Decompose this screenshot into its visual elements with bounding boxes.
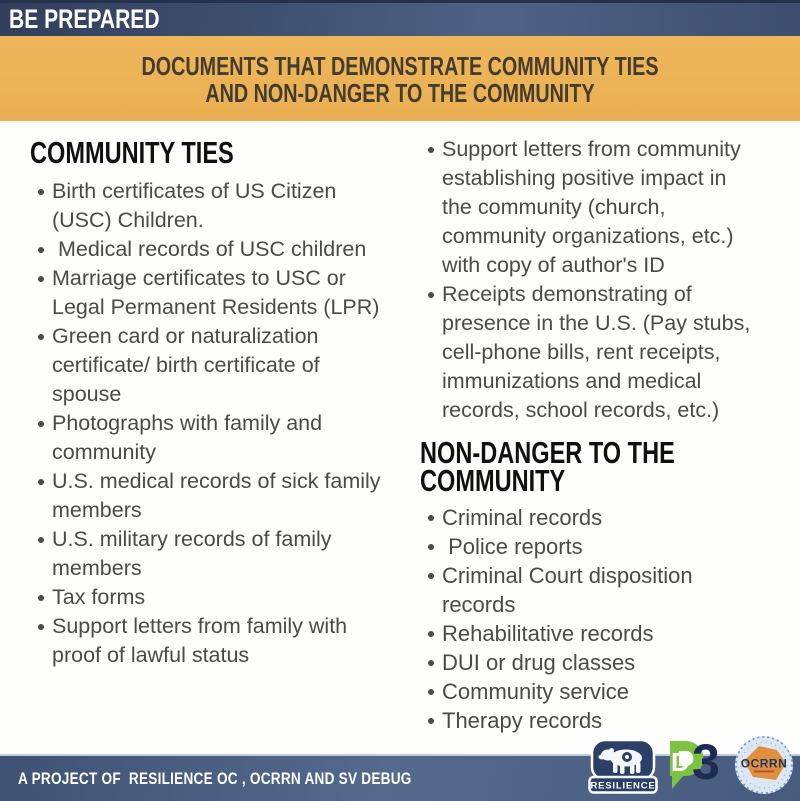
list-item — [420, 561, 760, 619]
footer-credit: A PROJECT OF RESILIENCE OC , OCRRN AND SV DEBUG — [18, 768, 412, 788]
bullet-dot — [38, 276, 44, 282]
bullet-dot — [38, 334, 44, 340]
item-text: U.S. military records of family members — [52, 527, 338, 580]
non-danger-heading-line-1: NON-DANGER TO THE — [420, 435, 675, 470]
footer-logos — [588, 733, 796, 797]
list-item — [30, 264, 398, 322]
resilience-logo-label: RESILIENCE — [590, 780, 656, 792]
item-text: Photographs with family and community — [52, 411, 329, 464]
bear-flower-center — [625, 755, 629, 759]
item-text: U.S. medical records of sick family members — [52, 469, 387, 522]
non-danger-list — [420, 503, 760, 735]
item-text: DUI or drug classes — [442, 650, 636, 675]
community-ties-list — [30, 177, 398, 670]
bullet-dot — [428, 544, 434, 550]
bullet-dot — [38, 624, 44, 630]
list-item — [30, 322, 398, 409]
non-danger-section — [420, 435, 760, 498]
list-item — [420, 706, 760, 735]
bullet-dot — [38, 421, 44, 427]
bullet-dot — [428, 292, 434, 298]
list-item — [30, 525, 398, 583]
community-ties-continued-list — [420, 135, 760, 425]
d3-letter-d: D — [671, 747, 690, 777]
item-text: Green card or naturalization certificate/ birth certificate of spouse — [52, 324, 326, 406]
item-text: Criminal records — [442, 505, 603, 530]
header-bar — [0, 0, 800, 36]
list-item — [420, 677, 760, 706]
d3-letter-3: 3 — [692, 737, 720, 790]
non-danger-heading-line-2: COMMUNITY — [420, 463, 566, 498]
title-banner — [0, 36, 800, 121]
bullet-dot — [428, 718, 434, 724]
list-item — [30, 612, 398, 670]
bullet-dot — [428, 515, 434, 521]
bullet-dot — [428, 660, 434, 666]
item-text: Tax forms — [52, 585, 146, 609]
item-text: Receipts demonstrating of presence in the U.S. (Pay stubs, cell-phone bills, rent receipts, immunizations and medical records, school records, etc.) — [442, 282, 757, 422]
list-item — [30, 467, 398, 525]
item-text: Police reports — [442, 534, 583, 559]
list-item — [420, 619, 760, 648]
main-content — [0, 121, 800, 735]
list-item — [30, 235, 398, 264]
list-item — [30, 409, 398, 467]
item-text: Criminal Court disposition records — [442, 563, 699, 617]
bullet-dot — [38, 595, 44, 601]
item-text: Support letters from community establishing positive impact in the community (church, community organizations, etc.) with copy of author's ID — [442, 137, 747, 277]
list-item — [420, 135, 760, 280]
ocrrn-subtext-line — [754, 771, 774, 773]
banner-title-line-1: DOCUMENTS THAT DEMONSTRATE COMMUNITY TIES — [141, 50, 659, 81]
page-title: BE PREPARED — [9, 4, 160, 34]
svg-text:3 — [692, 737, 720, 790]
item-text: Rehabilitative records — [442, 621, 654, 646]
bullet-dot — [38, 537, 44, 543]
resilience-logo — [588, 737, 658, 797]
bullet-dot — [38, 189, 44, 195]
bullet-dot — [428, 689, 434, 695]
d3-speech-tail — [672, 776, 683, 789]
list-item — [420, 280, 760, 425]
banner-title-line-2: AND NON-DANGER TO THE COMMUNITY — [205, 77, 595, 108]
right-column — [420, 135, 760, 735]
item-text: Support letters from family with proof of lawful status — [52, 614, 354, 667]
ocrrn-logo-label: OCRRN — [740, 756, 788, 771]
community-ties-section — [30, 135, 398, 735]
list-item — [30, 583, 398, 612]
ocrrn-logo — [732, 733, 796, 797]
bullet-dot — [428, 147, 434, 153]
list-item — [420, 532, 760, 561]
item-text: Community service — [442, 679, 630, 704]
item-text: Therapy records — [442, 708, 603, 733]
list-item — [420, 648, 760, 677]
item-text: Birth certificates of US Citizen (USC) Children. — [52, 179, 343, 232]
bullet-dot — [428, 573, 434, 579]
item-text: Medical records of USC children — [52, 237, 367, 261]
bullet-dot — [38, 479, 44, 485]
bullet-dot — [428, 631, 434, 637]
list-item — [30, 177, 398, 235]
d3-logo — [664, 737, 726, 797]
bullet-dot — [38, 247, 44, 253]
community-ties-heading: COMMUNITY TIES — [30, 135, 234, 170]
list-item — [420, 503, 760, 532]
item-text: Marriage certificates to USC or Legal Permanent Residents (LPR) — [52, 266, 380, 319]
